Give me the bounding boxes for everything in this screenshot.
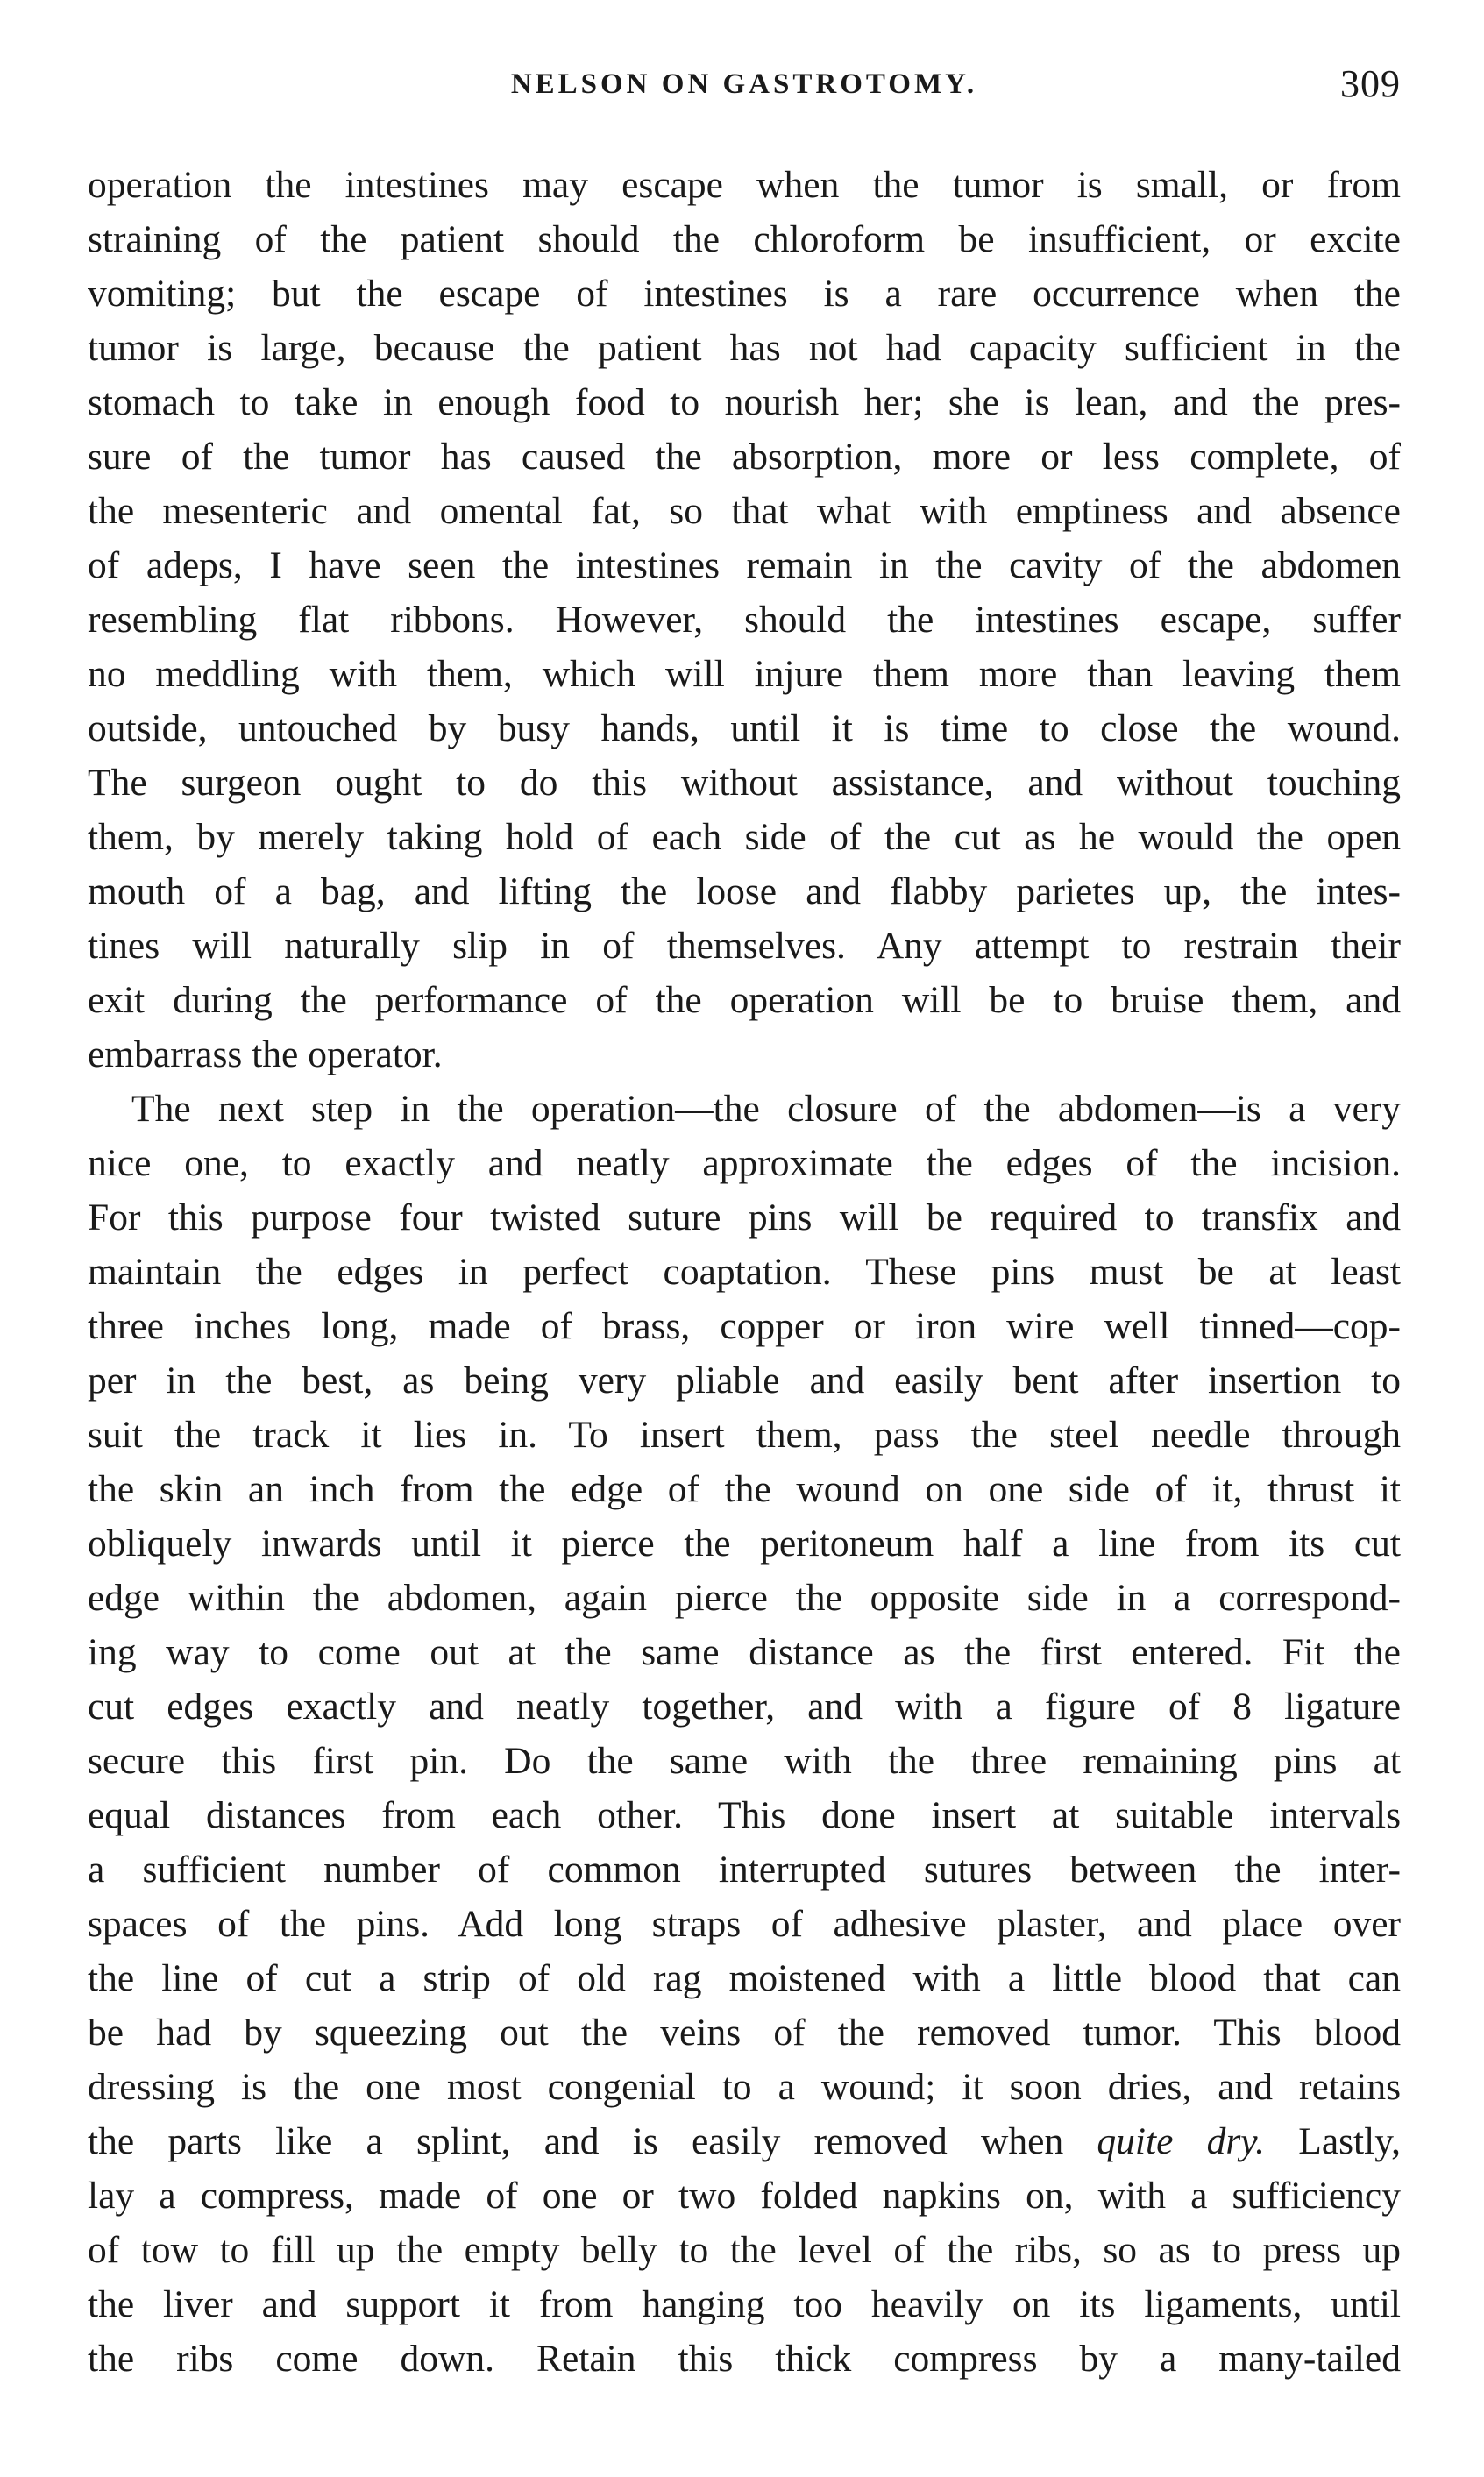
text-line: tines will naturally slip in of themselves. Any attempt to restrain their	[88, 925, 1401, 967]
text-line: the mesenteric and omental fat, so that what with emptiness and absence	[88, 490, 1401, 532]
page-header	[88, 62, 1401, 121]
text-line: exit during the performance of the operation will be to bruise them, and	[88, 979, 1401, 1021]
text-line: them, by merely taking hold of each side of the cut as he would the open	[88, 816, 1401, 858]
text-line: a sufficient number of common interrupted sutures between the inter-	[88, 1849, 1401, 1891]
text-line: cut edges exactly and neatly together, and with a figure of 8 ligature	[88, 1686, 1401, 1728]
text-line: nice one, to exactly and neatly approximate the edges of the incision.	[88, 1142, 1401, 1184]
running-title: NELSON ON GASTROTOMY.	[510, 68, 978, 100]
text-line: the skin an inch from the edge of the wound on one side of it, thrust it	[88, 1468, 1401, 1510]
text-line: outside, untouched by busy hands, until it is time to close the wound.	[88, 707, 1401, 749]
text-line: suit the track it lies in. To insert them, pass the steel needle through	[88, 1414, 1401, 1456]
text-line: sure of the tumor has caused the absorption, more or less complete, of	[88, 436, 1401, 478]
text-line: The surgeon ought to do this without assistance, and without touching	[88, 762, 1401, 804]
text-line: dressing is the one most congenial to a wound; it soon dries, and retains	[88, 2066, 1401, 2108]
page-number: 309	[1340, 62, 1401, 105]
text-line: lay a compress, made of one or two folded napkins on, with a sufficiency	[88, 2175, 1401, 2217]
text-line: For this purpose four twisted suture pins will be required to transfix and	[88, 1196, 1401, 1238]
text-line: no meddling with them, which will injure them more than leaving them	[88, 653, 1401, 695]
text-segment: the parts like a splint, and is easily removed when	[88, 2120, 1064, 2162]
text-line-with-italic	[88, 2114, 1401, 2168]
body-text	[88, 158, 1401, 2386]
text-line: secure this first pin. Do the same with the three remaining pins at	[88, 1740, 1401, 1782]
paragraph-start-line: The next step in the operation—the closure of the abdomen—is a very	[131, 1088, 1401, 1130]
text-line: mouth of a bag, and lifting the loose and flabby parietes up, the intes-	[88, 870, 1401, 912]
text-line: tumor is large, because the patient has not had capacity sufficient in the	[88, 327, 1401, 369]
text-line: spaces of the pins. Add long straps of adhesive plaster, and place over	[88, 1903, 1401, 1945]
text-line: equal distances from each other. This done insert at suitable intervals	[88, 1794, 1401, 1836]
text-line: straining of the patient should the chloroform be insufficient, or excite	[88, 218, 1401, 260]
text-line: stomach to take in enough food to nourish her; she is lean, and the pres-	[88, 381, 1401, 423]
text-line: edge within the abdomen, again pierce the opposite side in a correspond-	[88, 1577, 1401, 1619]
text-line: maintain the edges in perfect coaptation. These pins must be at least	[88, 1251, 1401, 1293]
text-line: of adeps, I have seen the intestines remain in the cavity of the abdomen	[88, 544, 1401, 586]
text-line: operation the intestines may escape when the tumor is small, or from	[88, 164, 1401, 206]
italic-phrase: quite dry.	[1097, 2120, 1266, 2162]
text-line: obliquely inwards until it pierce the peritoneum half a line from its cut	[88, 1522, 1401, 1565]
text-line: vomiting; but the escape of intestines is a rare occurrence when the	[88, 273, 1401, 315]
text-line: the liver and support it from hanging too heavily on its ligaments, until	[88, 2283, 1401, 2325]
text-segment: Lastly,	[1298, 2120, 1401, 2162]
text-line: of tow to fill up the empty belly to the level of the ribs, so as to press up	[88, 2229, 1401, 2271]
text-line: embarrass the operator.	[88, 1033, 443, 1075]
text-line: the line of cut a strip of old rag moistened with a little blood that can	[88, 1957, 1401, 1999]
text-line: be had by squeezing out the veins of the removed tumor. This blood	[88, 2012, 1401, 2054]
text-line: resembling flat ribbons. However, should the intestines escape, suffer	[88, 599, 1401, 641]
text-line: three inches long, made of brass, copper or iron wire well tinned—cop-	[88, 1305, 1401, 1347]
text-line: ing way to come out at the same distance as the first entered. Fit the	[88, 1631, 1401, 1673]
text-line: the ribs come down. Retain this thick compress by a many-tailed	[88, 2338, 1401, 2380]
text-line: per in the best, as being very pliable and easily bent after insertion to	[88, 1359, 1401, 1402]
